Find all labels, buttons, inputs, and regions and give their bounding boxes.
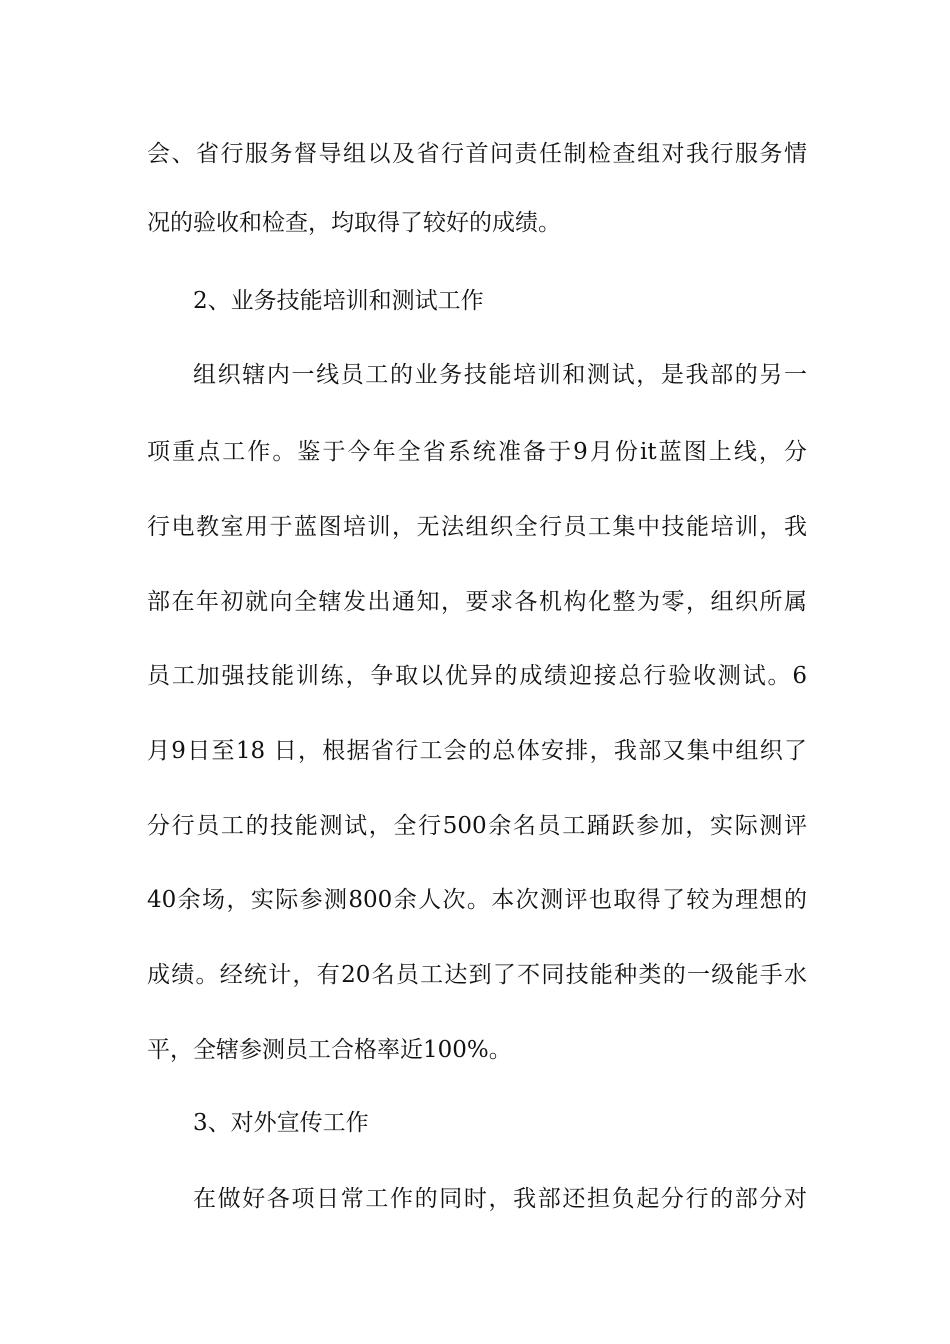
text-line: 40余场，实际参测800余人次。本次测评也取得了较为理想的 bbox=[147, 887, 807, 913]
text-line: 在做好各项日常工作的同时，我部还担负起分行的部分对 bbox=[193, 1186, 807, 1212]
text-line: 况的验收和检查，均取得了较好的成绩。 bbox=[147, 210, 561, 236]
text-line: 分行员工的技能测试，全行500余名员工踊跃参加，实际测评 bbox=[147, 813, 807, 839]
text-line: 平，全辖参测员工合格率近100%。 bbox=[147, 1037, 512, 1063]
text-line: 行电教室用于蓝图培训，无法组织全行员工集中技能培训，我 bbox=[147, 514, 807, 540]
text-line: 成绩。经统计，有20名员工达到了不同技能种类的一级能手水 bbox=[147, 962, 807, 988]
section-heading: 2、业务技能培训和测试工作 bbox=[193, 288, 484, 314]
text-line: 组织辖内一线员工的业务技能培训和测试，是我部的另一 bbox=[193, 362, 807, 388]
text-line: 部在年初就向全辖发出通知，要求各机构化整为零，组织所属 bbox=[147, 589, 807, 615]
text-line: 项重点工作。鉴于今年全省系统准备于9月份it蓝图上线，分 bbox=[147, 439, 807, 465]
text-line: 员工加强技能训练，争取以优异的成绩迎接总行验收测试。6 bbox=[147, 663, 807, 689]
text-line: 月9日至18 日，根据省行工会的总体安排，我部又集中组织了 bbox=[147, 738, 807, 764]
text-line: 会、省行服务督导组以及省行首问责任制检查组对我行服务情 bbox=[147, 141, 807, 167]
section-heading: 3、对外宣传工作 bbox=[193, 1110, 369, 1136]
